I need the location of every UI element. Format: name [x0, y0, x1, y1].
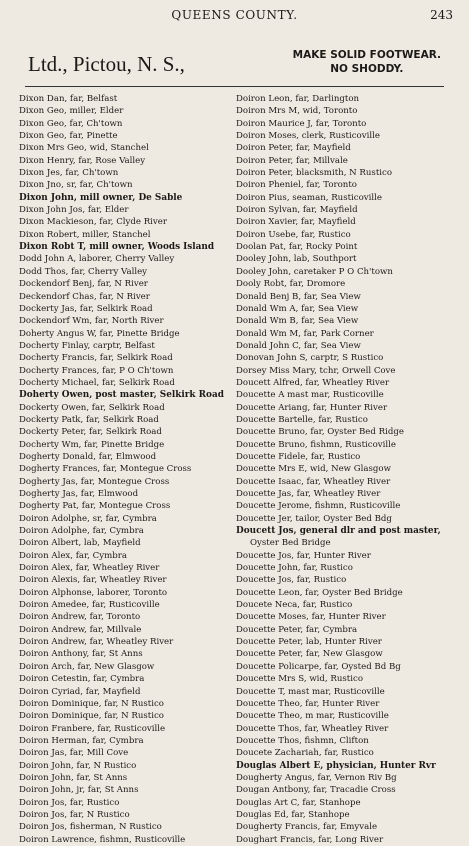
directory-entry: Doiron Adolphe, sr, far, Cymbra — [19, 513, 157, 524]
directory-entry: Dodd John A, laborer, Cherry Valley — [19, 254, 175, 265]
directory-column-left — [19, 93, 232, 846]
directory-entry: Doiron Alexis, far, Wheatley River — [19, 575, 167, 586]
directory-entry: Dogherty Donald, far, Elmwood — [19, 451, 157, 462]
directory-entry: Dogherty Pat, far, Montegue Cross — [19, 501, 171, 512]
directory-entry: Doucete Zachariah, far, Rustico — [236, 748, 374, 759]
directory-entry: Doiron Cyriad, far, Mayfield — [19, 686, 141, 697]
directory-entry: Doiron Andrew, far, Millvale — [19, 624, 142, 635]
directory-entry: Doucette Jer, tailor, Oyster Bed Bdg — [236, 513, 392, 524]
directory-entry: Dockerty Owen, far, Selkirk Road — [19, 402, 165, 413]
directory-entry: Doiron Herman, far, Cymbra — [19, 735, 144, 746]
directory-entry: Deckendorf Chas, far, N River — [19, 291, 150, 302]
directory-entry: Donald Wm B, far, Sea View — [236, 316, 359, 327]
directory-entry: Doucette John, far, Rustico — [236, 563, 353, 574]
directory-entry: Doiron Jas, far, Mill Cove — [19, 748, 129, 759]
directory-entry: Doucette Peter, far, New Glasgow — [236, 649, 383, 660]
directory-entry: Dockerty Patk, far, Selkirk Road — [19, 414, 159, 425]
directory-entry: Dogherty Jas, far, Elmwood — [19, 489, 139, 499]
directory-entry: Doiron Peter, blacksmith, N Rustico — [236, 168, 393, 179]
directory-entry: Doiron Alex, far, Cymbra — [19, 550, 127, 561]
directory-entry: Doucette Theo, m mar, Rusticoville — [236, 711, 389, 722]
directory-entry: Doucette Mrs E, wid, New Glasgow — [236, 464, 391, 475]
directory-entry: Doucete Neca, far, Rustico — [236, 600, 353, 611]
directory-entry: Doiron Mrs M, wid, Toronto — [236, 106, 358, 117]
directory-entry: Docherty Michael, far, Selkirk Road — [19, 377, 175, 388]
directory-entry: Doiron Jos, far, N Rustico — [19, 809, 130, 820]
directory-entry: Dixon John Jos, far, Elder — [19, 205, 129, 216]
directory-entry: Doucette Policarpe, far, Oysted Bd Bg — [236, 661, 401, 672]
directory-entry: Doiron Alphonse, laborer, Toronto — [19, 587, 168, 598]
running-header: QUEENS COUNTY. — [171, 8, 298, 22]
directory-entry: Doucette Thos, fishmn, Clifton — [236, 735, 369, 746]
directory-entry: Douglas Art C, far, Stanhope — [236, 797, 361, 808]
directory-entry: Doiron Pheniel, far, Toronto — [236, 180, 357, 191]
directory-entry: Doiron Dominique, far, N Rustico — [19, 698, 164, 709]
directory-entry: Doiron Jos, fisherman, N Rustico — [19, 822, 162, 833]
directory-entry: Dorsey Miss Mary, tchr, Orwell Cove — [236, 365, 396, 376]
directory-entry: Dougherty Angus, far, Vernon Riv Bg — [236, 772, 397, 783]
directory-entry: Donald Wm A, far, Sea View — [236, 303, 359, 314]
directory-entry: Doiron Jos, far, Rustico — [19, 797, 120, 808]
directory-entry: Doucette Theo, far, Hunter River — [236, 698, 380, 709]
directory-entry: Doucette Thos, far, Wheatley River — [236, 723, 389, 734]
directory-entry: Doucette Bartelle, far, Rustico — [236, 414, 368, 425]
directory-entry: Douglas Ed, far, Stanhope — [236, 809, 350, 820]
directory-entry: Doucette Bruno, far, Oyster Bed Ridge — [236, 427, 404, 438]
directory-entry: Donald Benj B, far, Sea View — [236, 291, 361, 302]
directory-entry: Doiron Franbere, far, Rusticoville — [19, 723, 166, 734]
directory-entry: Doherty Owen, post master, Selkirk Road — [19, 390, 224, 401]
banner-company-text: Ltd., Pictou, N. S., — [28, 52, 185, 76]
directory-entry: Dixon Geo, miller, Elder — [19, 106, 124, 117]
directory-entry: Docherty Francis, far, Selkirk Road — [19, 353, 173, 364]
directory-entry: Dixon Mackieson, far, Clyde River — [19, 217, 167, 228]
directory-entry: Doiron Arch, far, New Glasgow — [19, 661, 155, 672]
directory-entry: Docherty Finlay, carptr, Belfast — [19, 340, 155, 351]
banner-slogan-line2: NO SHODDY. — [330, 63, 404, 75]
directory-entry: Doiron Anthony, far, St Anns — [19, 649, 143, 660]
directory-entry: Doucett Alfred, far, Wheatley River — [236, 377, 390, 388]
directory-entry: Doiron John, far, N Rustico — [19, 760, 137, 771]
directory-entry: Dooly Robt, far, Dromore — [236, 279, 346, 290]
directory-entry: Dooley John, caretaker P O Ch'town — [236, 266, 393, 277]
banner-slogan-line1: MAKE SOLID FOOTWEAR. — [292, 49, 441, 61]
directory-entry: Doucette T, mast mar, Rusticoville — [236, 686, 385, 697]
directory-entry: Dixon Dan, far, Belfast — [19, 94, 118, 104]
directory-entry: Dixon Geo, far, Ch'town — [19, 118, 123, 129]
directory-entry: Doucette Ariang, far, Hunter River — [236, 402, 388, 413]
directory-entry: Dixon Mrs Geo, wid, Stanchel — [19, 143, 149, 154]
directory-entry: Docherty Wm, far, Pinette Bridge — [19, 439, 165, 450]
page-number: 243 — [430, 8, 453, 22]
directory-entry: Doiron Pius, seaman, Rusticoville — [236, 192, 382, 203]
directory-entry: Doiron Lawrence, fishmn, Rusticoville — [19, 834, 186, 845]
directory-entry: Dixon Robert, miller, Stanchel — [19, 229, 151, 240]
directory-entry: Doucette Mrs S, wid, Rustico — [236, 674, 363, 685]
directory-entry: Doiron Amedee, far, Rusticoville — [19, 600, 160, 611]
directory-entry: Doiron John, jr, far, St Anns — [19, 785, 139, 796]
directory-entry: Doiron Alex, far, Wheatley River — [19, 563, 160, 574]
directory-entry: Donald John C, far, Sea View — [236, 340, 361, 351]
directory-entry: Dixon Henry, far, Rose Valley — [19, 155, 146, 166]
directory-entry: Doiron Maurice J, far, Toronto — [236, 118, 367, 129]
advertisement-banner — [28, 46, 441, 82]
directory-entry: Doiron Dominique, far, N Rustico — [19, 711, 164, 722]
directory-entry: Dooley John, lab, Southport — [236, 254, 357, 265]
directory-entry: Dockendorf Wm, far, North River — [19, 316, 164, 327]
directory-entry: Dixon Jno, sr, far, Ch'town — [19, 180, 133, 191]
directory-entry: Doiron Xavier, far, Mayfield — [236, 217, 356, 228]
directory-entry: Doiron Adolphe, far, Cymbra — [19, 526, 144, 537]
directory-entry: Dixon Geo, far, Pinette — [19, 131, 118, 142]
directory-entry: Doucette Jos, far, Rustico — [236, 575, 347, 586]
directory-entry: Doherty Angus W, far, Pinette Bridge — [19, 328, 180, 339]
directory-entry: Dougherty Francis, far, Emyvale — [236, 822, 378, 833]
directory-entry-continuation: Oyster Bed Bridge — [250, 538, 331, 549]
directory-entry: Doiron Andrew, far, Toronto — [19, 612, 141, 623]
directory-entry: Dixon Robt T, mill owner, Woods Island — [19, 242, 215, 253]
directory-entry: Doiron Andrew, far, Wheatley River — [19, 637, 174, 648]
directory-entry: Doiron Albert, lab, Mayfield — [19, 538, 141, 549]
directory-entry: Donald Wm M, far, Park Corner — [236, 328, 374, 339]
directory-entry: Dixon John, mill owner, De Sable — [19, 192, 183, 203]
directory-entry: Doiron Usebe, far, Rustico — [236, 229, 351, 240]
directory-entry: Doolan Pat, far, Rocky Point — [236, 242, 358, 253]
directory-entry: Dodd Thos, far, Cherry Valley — [19, 266, 148, 277]
directory-entry: Dockerty Peter, far, Selkirk Road — [19, 427, 162, 438]
directory-entry: Doucette Leon, far, Oyster Bed Bridge — [236, 587, 403, 598]
directory-entry: Doiron Moses, clerk, Rusticoville — [236, 131, 380, 142]
directory-entry: Doucette Jos, far, Hunter River — [236, 550, 371, 561]
directory-entry: Doucette Jas, far, Wheatley River — [236, 489, 381, 499]
directory-entry: Dockendorf Benj, far, N River — [19, 279, 148, 290]
header-rule — [25, 86, 444, 87]
directory-entry: Dixon Jes, far, Ch'town — [19, 168, 119, 179]
directory-entry: Doucette Peter, lab, Hunter River — [236, 637, 382, 648]
banner-slogan — [293, 48, 441, 76]
directory-entry: Doucette Isaac, far, Wheatley River — [236, 476, 391, 487]
directory-entry: Donovan John S, carptr, S Rustico — [236, 353, 384, 364]
directory-entry: Dougan Antbony, far, Tracadie Cross — [236, 785, 396, 796]
directory-entry: Douglas Albert E, physician, Hunter Rvr — [236, 760, 436, 771]
directory-entry: Dogherty Frances, far, Montegue Cross — [19, 464, 192, 475]
directory-entry: Dogherty Jas, far, Montegue Cross — [19, 476, 170, 487]
directory-entry: Doiron John, far, St Anns — [19, 772, 128, 783]
directory-entry: Doiron Cetestin, far, Cymbra — [19, 674, 145, 685]
directory-entry: Doiron Peter, far, Millvale — [236, 155, 348, 166]
directory-entry: Doucette A mast mar, Rusticoville — [236, 390, 384, 401]
directory-entry: Doucette Jerome, fishmn, Rusticoville — [236, 501, 401, 512]
directory-entry: Docherty Frances, far, P O Ch'town — [19, 365, 174, 376]
directory-entry: Doucette Fidele, far, Rustico — [236, 451, 361, 462]
directory-entry: Doucette Moses, far, Hunter River — [236, 612, 386, 623]
directory-entry: Doiron Sylvan, far, Mayfield — [236, 205, 358, 216]
directory-entry: Doucett Jos, general dlr and post master, — [236, 526, 441, 537]
directory-entry: Doucette Bruno, fishmn, Rusticoville — [236, 439, 396, 450]
directory-column-right — [236, 93, 449, 846]
directory-entry: Doucette Peter, far, Cymbra — [236, 624, 358, 635]
directory-entry: Doiron Leon, far, Darlington — [236, 94, 360, 104]
directory-entry: Doughart Francis, far, Long River — [236, 834, 384, 845]
directory-entry: Dockerty Jas, far, Selkirk Road — [19, 303, 153, 314]
directory-entry: Doiron Peter, far, Mayfield — [236, 143, 351, 154]
